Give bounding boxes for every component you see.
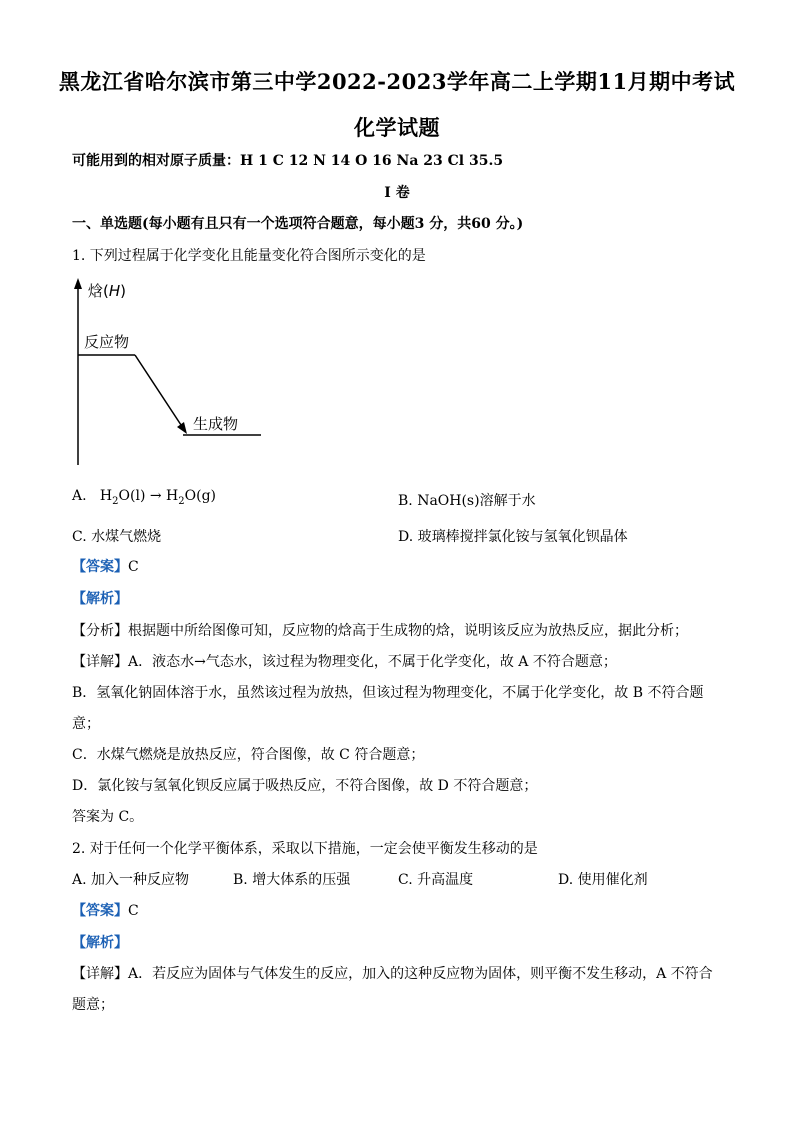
q1-analysis-line: D．氯化铵与氢氧化钡反应属于吸热反应，不符合图像，故 D 不符合题意；: [72, 778, 538, 794]
q1-analysis-line: 【分析】根据题中所给图像可知，反应物的焓高于生成物的焓，说明该反应为放热反应，据此分析；: [72, 623, 688, 639]
q1-analysis-line: 答案为 C。: [72, 809, 144, 825]
exam-title: 黑龙江省哈尔滨市第三中学2022-2023学年高二上学期11月期中考试: [58, 69, 736, 94]
q1-analysis-line: 意；: [72, 716, 100, 732]
volume-label: I 卷: [384, 185, 410, 201]
reactant-label: 反应物: [84, 333, 130, 351]
q1-analysis-line: 【详解】A．液态水→气态水，该过程为物理变化，不属于化学变化，故 A 不符合题意；: [72, 654, 617, 670]
q2-option-b: B. 增大体系的压强: [233, 872, 351, 888]
q1-option-c: C. 水煤气燃烧: [72, 529, 162, 545]
y-axis-arrowhead: [74, 278, 82, 289]
section-heading: 一、单选题(每小题有且只有一个选项符合题意，每小题3 分，共60 分。): [72, 216, 524, 232]
q1-answer: 【答案】C: [72, 559, 139, 575]
q2-detail-line: 题意；: [72, 997, 114, 1013]
atomic-masses: 可能用到的相对原子质量：H 1 C 12 N 14 O 16 Na 23 Cl 35.5: [72, 153, 504, 169]
q1-stem: 1. 下列过程属于化学变化且能量变化符合图所示变化的是: [72, 248, 426, 264]
q2-detail-line: 【详解】A．若反应为固体与气体发生的反应，加入的这种反应物为固体，则平衡不发生移动，A 不符合: [72, 966, 713, 982]
q1-analysis-tag: 【解析】: [72, 591, 128, 607]
answer-tag: 【答案】: [72, 559, 128, 575]
q1-option-b: B. NaOH(s)溶解于水: [398, 493, 536, 509]
q2-stem: 2. 对于任何一个化学平衡体系，采取以下措施，一定会使平衡发生移动的是: [72, 841, 538, 857]
q2-answer: 【答案】C: [72, 903, 139, 919]
q1-option-d: D. 玻璃棒搅拌氯化铵与氢氧化钡晶体: [398, 529, 628, 545]
q1-option-a-formula: $H_2O(l) \to H_2O(g)$: [99, 488, 217, 507]
q2-option-c: C. 升高温度: [398, 872, 474, 888]
q1-analysis-line: C．水煤气燃烧是放热反应，符合图像，故 C 符合题意；: [72, 747, 425, 763]
q2-analysis-tag: 【解析】: [72, 935, 128, 951]
product-label: 生成物: [193, 415, 239, 433]
q1-analysis-line: B．氢氧化钠固体溶于水，虽然该过程为放热，但该过程为物理变化，不属于化学变化，故 B 不符合题: [72, 685, 704, 701]
exam-subtitle: 化学试题: [354, 115, 440, 140]
q2-option-a: A. 加入一种反应物: [72, 872, 190, 888]
answer-tag: 【答案】: [72, 903, 128, 919]
reaction-path: [135, 355, 183, 428]
q1-option-a: A. $H_2O(l) \to H_2O(g)$: [72, 488, 217, 507]
enthalpy-diagram: [60, 275, 280, 475]
y-axis-label: 焓(H): [88, 282, 126, 300]
q2-option-d: D. 使用催化剂: [558, 872, 648, 888]
reaction-path-arrowhead: [177, 422, 187, 434]
